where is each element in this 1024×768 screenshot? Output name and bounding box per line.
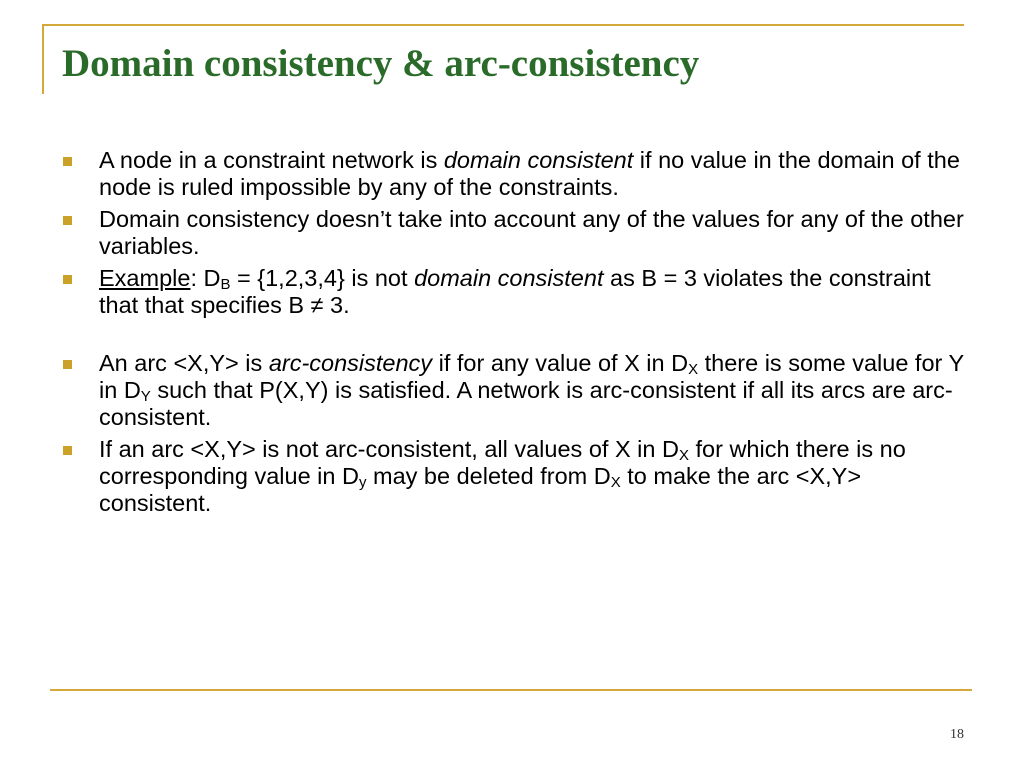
- text-run: : D: [190, 265, 221, 291]
- square-bullet-icon: [63, 275, 72, 284]
- text-run: 3.: [323, 292, 350, 318]
- subscript: X: [610, 474, 621, 491]
- text-run: there is some value for Y in D: [99, 350, 964, 403]
- slide-title: Domain consistency & arc-consistency: [62, 42, 700, 85]
- subscript: B: [220, 276, 231, 293]
- bullet-domain-consistency-note: [62, 206, 972, 260]
- text-run: Domain consistency doesn’t take into account any of the values for any of the other variables.: [99, 206, 964, 259]
- subscript: y: [358, 474, 367, 491]
- text-run: = {1,2,3,4} is not: [230, 265, 415, 291]
- text-run: if for any value of X in D: [432, 350, 689, 376]
- bottom-accent-line: [50, 689, 972, 691]
- bullet-arc-consistency-definition: [62, 350, 972, 431]
- square-bullet-icon: [63, 157, 72, 166]
- left-accent-line: [42, 24, 44, 94]
- square-bullet-icon: [63, 216, 72, 225]
- bullet-domain-consistent-definition: [62, 147, 972, 201]
- text-run: for which there is no corresponding value in D: [99, 436, 906, 489]
- text-run: as B = 3 violates the constraint that that specifies B: [99, 265, 931, 318]
- top-accent-line: [42, 24, 964, 26]
- text-run: may be deleted from D: [366, 463, 611, 489]
- text-run: If an arc <X,Y> is not arc-consistent, all values of X in D: [99, 436, 679, 462]
- not-equal-symbol: ≠: [310, 292, 324, 318]
- text-run: such that P(X,Y) is satisfied. A network is arc-consistent if all its arcs are arc- consistent.: [99, 377, 953, 430]
- square-bullet-icon: [63, 446, 72, 455]
- subscript: X: [688, 361, 699, 378]
- bullet-list: [62, 147, 972, 522]
- text-run: if no value in the domain of the node is ruled impossible by any of the constraints.: [99, 147, 960, 200]
- text-run: An arc <X,Y> is: [99, 350, 269, 376]
- text-run: to make the arc <X,Y> consistent.: [99, 463, 862, 516]
- example-label: Example: [99, 265, 191, 291]
- emphasis-term: domain consistent: [414, 265, 604, 291]
- page-number: 18: [950, 727, 964, 742]
- bullet-arc-pruning: [62, 436, 972, 517]
- text-run: A node in a constraint network is: [99, 147, 444, 173]
- emphasis-term: arc-consistency: [268, 350, 433, 376]
- bullet-example: [62, 265, 972, 319]
- square-bullet-icon: [63, 360, 72, 369]
- emphasis-term: domain consistent: [443, 147, 634, 173]
- subscript: Y: [140, 388, 151, 405]
- subscript: X: [678, 447, 689, 464]
